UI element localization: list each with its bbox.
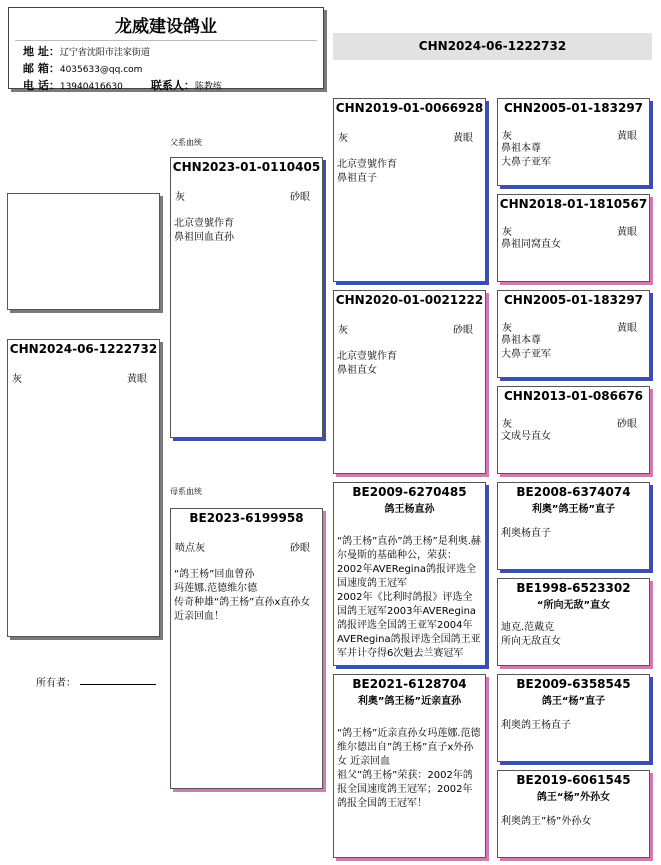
ggp-card-5 bbox=[497, 482, 650, 570]
subject-ring: CHN2024-06-1222732 bbox=[9, 342, 158, 356]
contact-value: 陈教练 bbox=[194, 82, 222, 92]
address-value: 辽宁省沈阳市洼家街道 bbox=[59, 48, 150, 58]
sire-sire-notes: 北京壹號作育 鼻祖直子 bbox=[337, 159, 397, 184]
ggp-notes-7: 利奥鸽王杨直子 bbox=[501, 720, 571, 731]
loft-name: 龙威建设鸽业 bbox=[115, 17, 217, 37]
owner-signature-line bbox=[80, 684, 156, 685]
ggp-eye-3: 黄眼 bbox=[617, 323, 637, 334]
dam-card bbox=[170, 508, 323, 789]
ggp-ring-2: CHN2018-01-1810567 bbox=[499, 197, 648, 211]
ggp-ring-5: BE2008-6374074 bbox=[516, 485, 631, 499]
dam-dam-ring: BE2021-6128704 bbox=[352, 677, 467, 691]
sire-sire-color: 灰 bbox=[338, 133, 348, 144]
dam-ring: BE2023-6199958 bbox=[189, 511, 304, 525]
ggp-card-6 bbox=[497, 578, 650, 666]
ggp-ring-1: CHN2005-01-183297 bbox=[503, 101, 644, 115]
loft-header-card bbox=[8, 7, 324, 92]
subject-eye: 黄眼 bbox=[127, 374, 147, 385]
dam-dam-card bbox=[333, 674, 486, 858]
dam-sire-notes: “鸽王杨”直孙”鸽王杨”是利奥.赫尔曼斯的基础种公，荣获： 2002年AVERegina鸽报评选全国速度鸽王冠军 2002年《比利时鸽报》评选全国鸽王冠军2003年AVERegina鸽报评选全国鸽王亚军2004年AVERegina鸽报评选全国鸽王亚军并计夺得6次魁去兰赛冠军 bbox=[337, 536, 481, 659]
dam-color: 喷点灰 bbox=[175, 543, 205, 554]
ggp-card-7 bbox=[497, 674, 650, 762]
ggp-card-4 bbox=[497, 386, 650, 474]
ggp-color-2: 灰 bbox=[502, 227, 512, 238]
dam-sire-card bbox=[333, 482, 486, 666]
sire-notes: 北京壹號作育 鼻祖回血直孙 bbox=[174, 218, 234, 243]
ggp-subtitle-5: 利奥”鸽王杨”直子 bbox=[531, 504, 616, 515]
ggp-color-1: 灰 bbox=[502, 131, 512, 142]
ggp-subtitle-8: 鸽王“杨”外孙女 bbox=[536, 792, 611, 803]
sire-color: 灰 bbox=[175, 192, 185, 203]
ggp-ring-3: CHN2005-01-183297 bbox=[503, 293, 644, 307]
ggp-eye-4: 砂眼 bbox=[617, 419, 637, 430]
contact-label: 联系人： bbox=[150, 79, 195, 92]
photo-placeholder bbox=[7, 193, 160, 310]
ggp-card-8 bbox=[497, 770, 650, 858]
sire-sire-card bbox=[333, 98, 486, 282]
ggp-notes-1: 鼻祖本尊 大鼻子亚军 bbox=[501, 143, 551, 168]
phone-label: 电 话： bbox=[23, 79, 60, 92]
sire-dam-color: 灰 bbox=[338, 325, 348, 336]
ggp-card-2 bbox=[497, 194, 650, 282]
sire-dam-ring: CHN2020-01-0021222 bbox=[335, 293, 484, 307]
ggp-subtitle-6: “所向无敌”直女 bbox=[536, 600, 611, 611]
ggp-notes-5: 利奥杨直子 bbox=[501, 528, 551, 539]
ggp-ring-4: CHN2013-01-086676 bbox=[503, 389, 644, 403]
sire-sire-eye: 黄眼 bbox=[453, 133, 473, 144]
ggp-eye-1: 黄眼 bbox=[617, 131, 637, 142]
address-label: 地 址： bbox=[23, 45, 60, 58]
email-value: 4035633@qq.com bbox=[59, 65, 143, 75]
dam-sire-subtitle: 鸽王杨直孙 bbox=[384, 504, 435, 515]
ggp-ring-8: BE2019-6061545 bbox=[516, 773, 631, 787]
sire-card bbox=[170, 157, 323, 438]
ggp-notes-8: 利奥鸽王”杨”外孙女 bbox=[501, 816, 592, 827]
ggp-color-3: 灰 bbox=[502, 323, 512, 334]
phone-value: 13940416630 bbox=[59, 82, 123, 92]
dam-sire-ring: BE2009-6270485 bbox=[352, 485, 467, 499]
subject-color: 灰 bbox=[12, 374, 22, 385]
sire-line-label: 父系血统 bbox=[170, 138, 202, 147]
sire-dam-notes: 北京壹號作育 鼻祖直女 bbox=[337, 351, 397, 376]
ggp-card-1 bbox=[497, 98, 650, 186]
sire-dam-card bbox=[333, 290, 486, 474]
ggp-eye-2: 黄眼 bbox=[617, 227, 637, 238]
sire-ring: CHN2023-01-0110405 bbox=[172, 160, 321, 174]
email-label: 邮 箱： bbox=[23, 62, 60, 75]
header-divider bbox=[15, 40, 317, 41]
dam-line-label: 母系血统 bbox=[170, 487, 202, 496]
ggp-subtitle-7: 鸽王“杨”直子 bbox=[541, 696, 606, 707]
ggp-notes-3: 鼻祖本尊 大鼻子亚军 bbox=[501, 335, 551, 360]
title-ring: CHN2024-06-1222732 bbox=[418, 39, 567, 53]
dam-dam-notes: “鸽王杨”近亲直孙女玛莲娜.范德维尔德出自”鸽王杨”直子x外孙女 近亲回血 祖父”鸽王杨”荣获：2002年鸽报全国速度鸽王冠军；2002年鸽报全国鸽王冠军！ bbox=[337, 728, 481, 809]
sire-sire-ring: CHN2019-01-0066928 bbox=[335, 101, 484, 115]
ggp-ring-6: BE1998-6523302 bbox=[516, 581, 631, 595]
owner-label: 所有者： bbox=[36, 678, 76, 689]
ggp-notes-4: 文成号直女 bbox=[501, 431, 551, 442]
sire-dam-eye: 砂眼 bbox=[453, 325, 473, 336]
ggp-ring-7: BE2009-6358545 bbox=[516, 677, 631, 691]
dam-notes: “鸽王杨”回血曾孙 玛莲娜.范德维尔德 传奇种雄“鸽王杨”直孙x直孙女 近亲回血！ bbox=[174, 569, 311, 622]
ggp-card-3 bbox=[497, 290, 650, 378]
ggp-notes-6: 迪克.范戴克 所向无敌直女 bbox=[501, 622, 561, 647]
ggp-color-4: 灰 bbox=[502, 419, 512, 430]
ggp-notes-2: 鼻祖同窝直女 bbox=[501, 239, 561, 250]
sire-eye: 砂眼 bbox=[290, 192, 310, 203]
subject-card bbox=[7, 339, 160, 637]
dam-dam-subtitle: 利奥”鸽王杨”近亲直孙 bbox=[357, 696, 462, 707]
dam-eye: 砂眼 bbox=[290, 543, 310, 554]
